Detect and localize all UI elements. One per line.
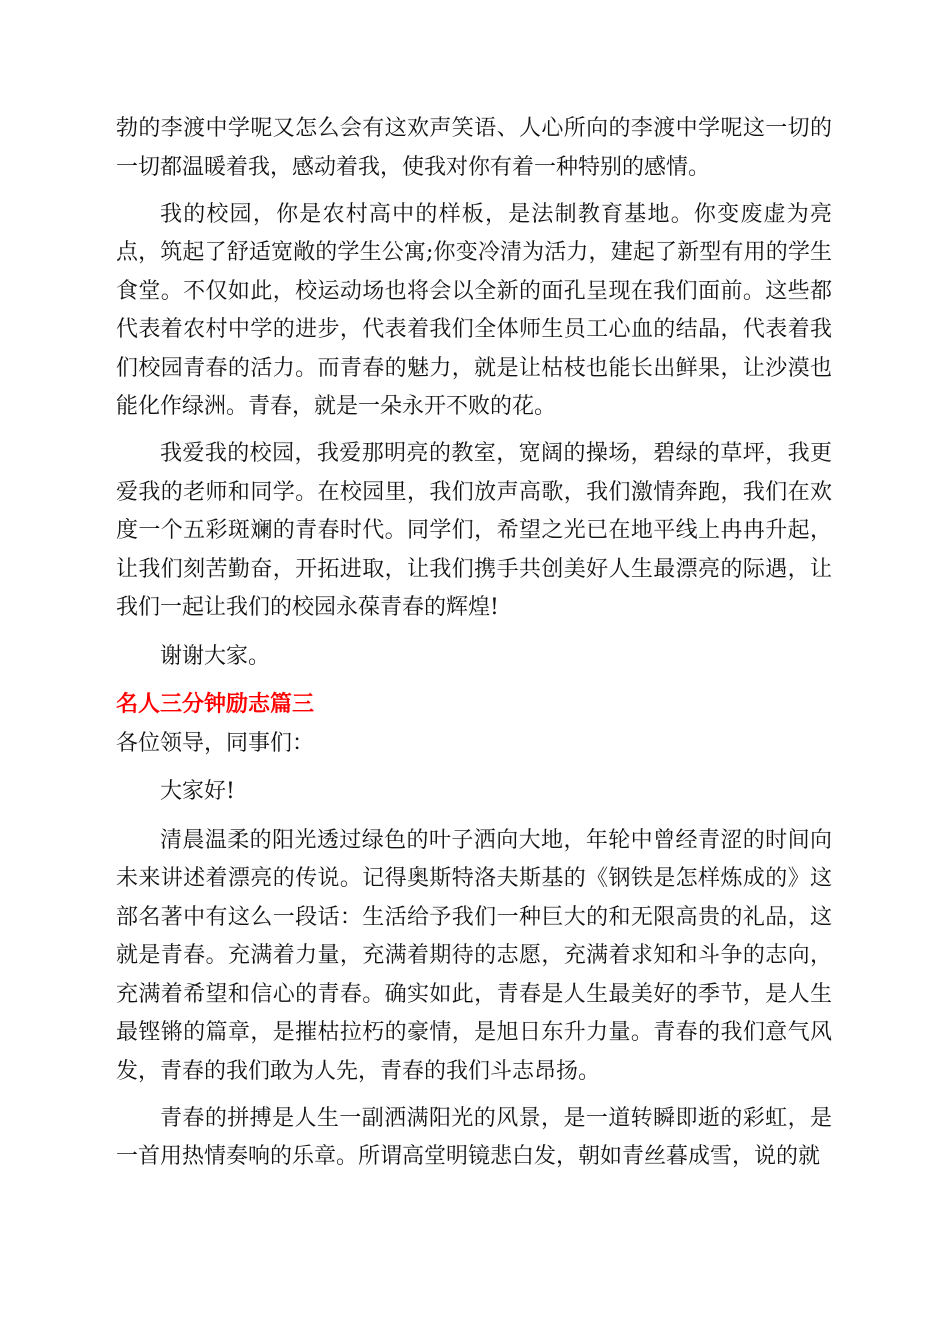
paragraph-morning: 清晨温柔的阳光透过绿色的叶子洒向大地，年轮中曾经青涩的时间向未来讲述着漂亮的传说。记得奥斯特洛夫斯基的《钢铁是怎样炼成的》这部名著中有这么一段话：生活给予我们一种巨大的和无限高贵的礼品，这就是青春。充满着力量，充满着期待的志愿，充满着求知和斗争的志向，充满着希望和信心的青春。确实如此，青春是人生最美好的季节，是人生最铿锵的篇章，是摧枯拉朽的豪情，是旭日东升力量。青春的我们意气风发，青春的我们敢为人先，青春的我们斗志昂扬。 (116, 827, 832, 1084)
section-heading: 名人三分钟励志篇三 (116, 692, 315, 717)
salutation-line: 各位领导，同事们： (116, 730, 315, 756)
paragraph-struggle: 青春的拼搏是人生一副洒满阳光的风景，是一道转瞬即逝的彩虹，是一首用热情奏响的乐章。所谓高堂明镜悲白发，朝如青丝暮成雪，说的就 (116, 1105, 832, 1169)
paragraph-love-campus: 我爱我的校园，我爱那明亮的教室，宽阔的操场，碧绿的草坪，我更爱我的老师和同学。在校园里，我们放声高歌，我们激情奔跑，我们在欢度一个五彩斑斓的青春时代。同学们，希望之光已在地平线上冉冉升起，让我们刻苦勤奋，开拓进取，让我们携手共创美好人生最漂亮的际遇，让我们一起让我们的校园永葆青春的辉煌! (116, 441, 832, 620)
thanks-line: 谢谢大家。 (160, 643, 271, 669)
greeting-line: 大家好! (160, 779, 235, 804)
document-page (116, 110, 832, 1185)
paragraph-campus: 我的校园，你是农村高中的样板，是法制教育基地。你变废虚为亮点，筑起了舒适宽敞的学生公寓;你变冷清为活力，建起了新型有用的学生食堂。不仅如此，校运动场也将会以全新的面孔呈现在我们面前。这些都代表着农村中学的进步，代表着我们全体师生员工心血的结晶，代表着我们校园青春的活力。而青春的魅力，就是让枯枝也能长出鲜果，让沙漠也能化作绿洲。青春，就是一朵永开不败的花。 (116, 201, 832, 419)
paragraph-continued: 勃的李渡中学呢又怎么会有这欢声笑语、人心所向的李渡中学呢这一切的一切都温暖着我，感动着我，使我对你有着一种特别的感情。 (116, 116, 832, 180)
